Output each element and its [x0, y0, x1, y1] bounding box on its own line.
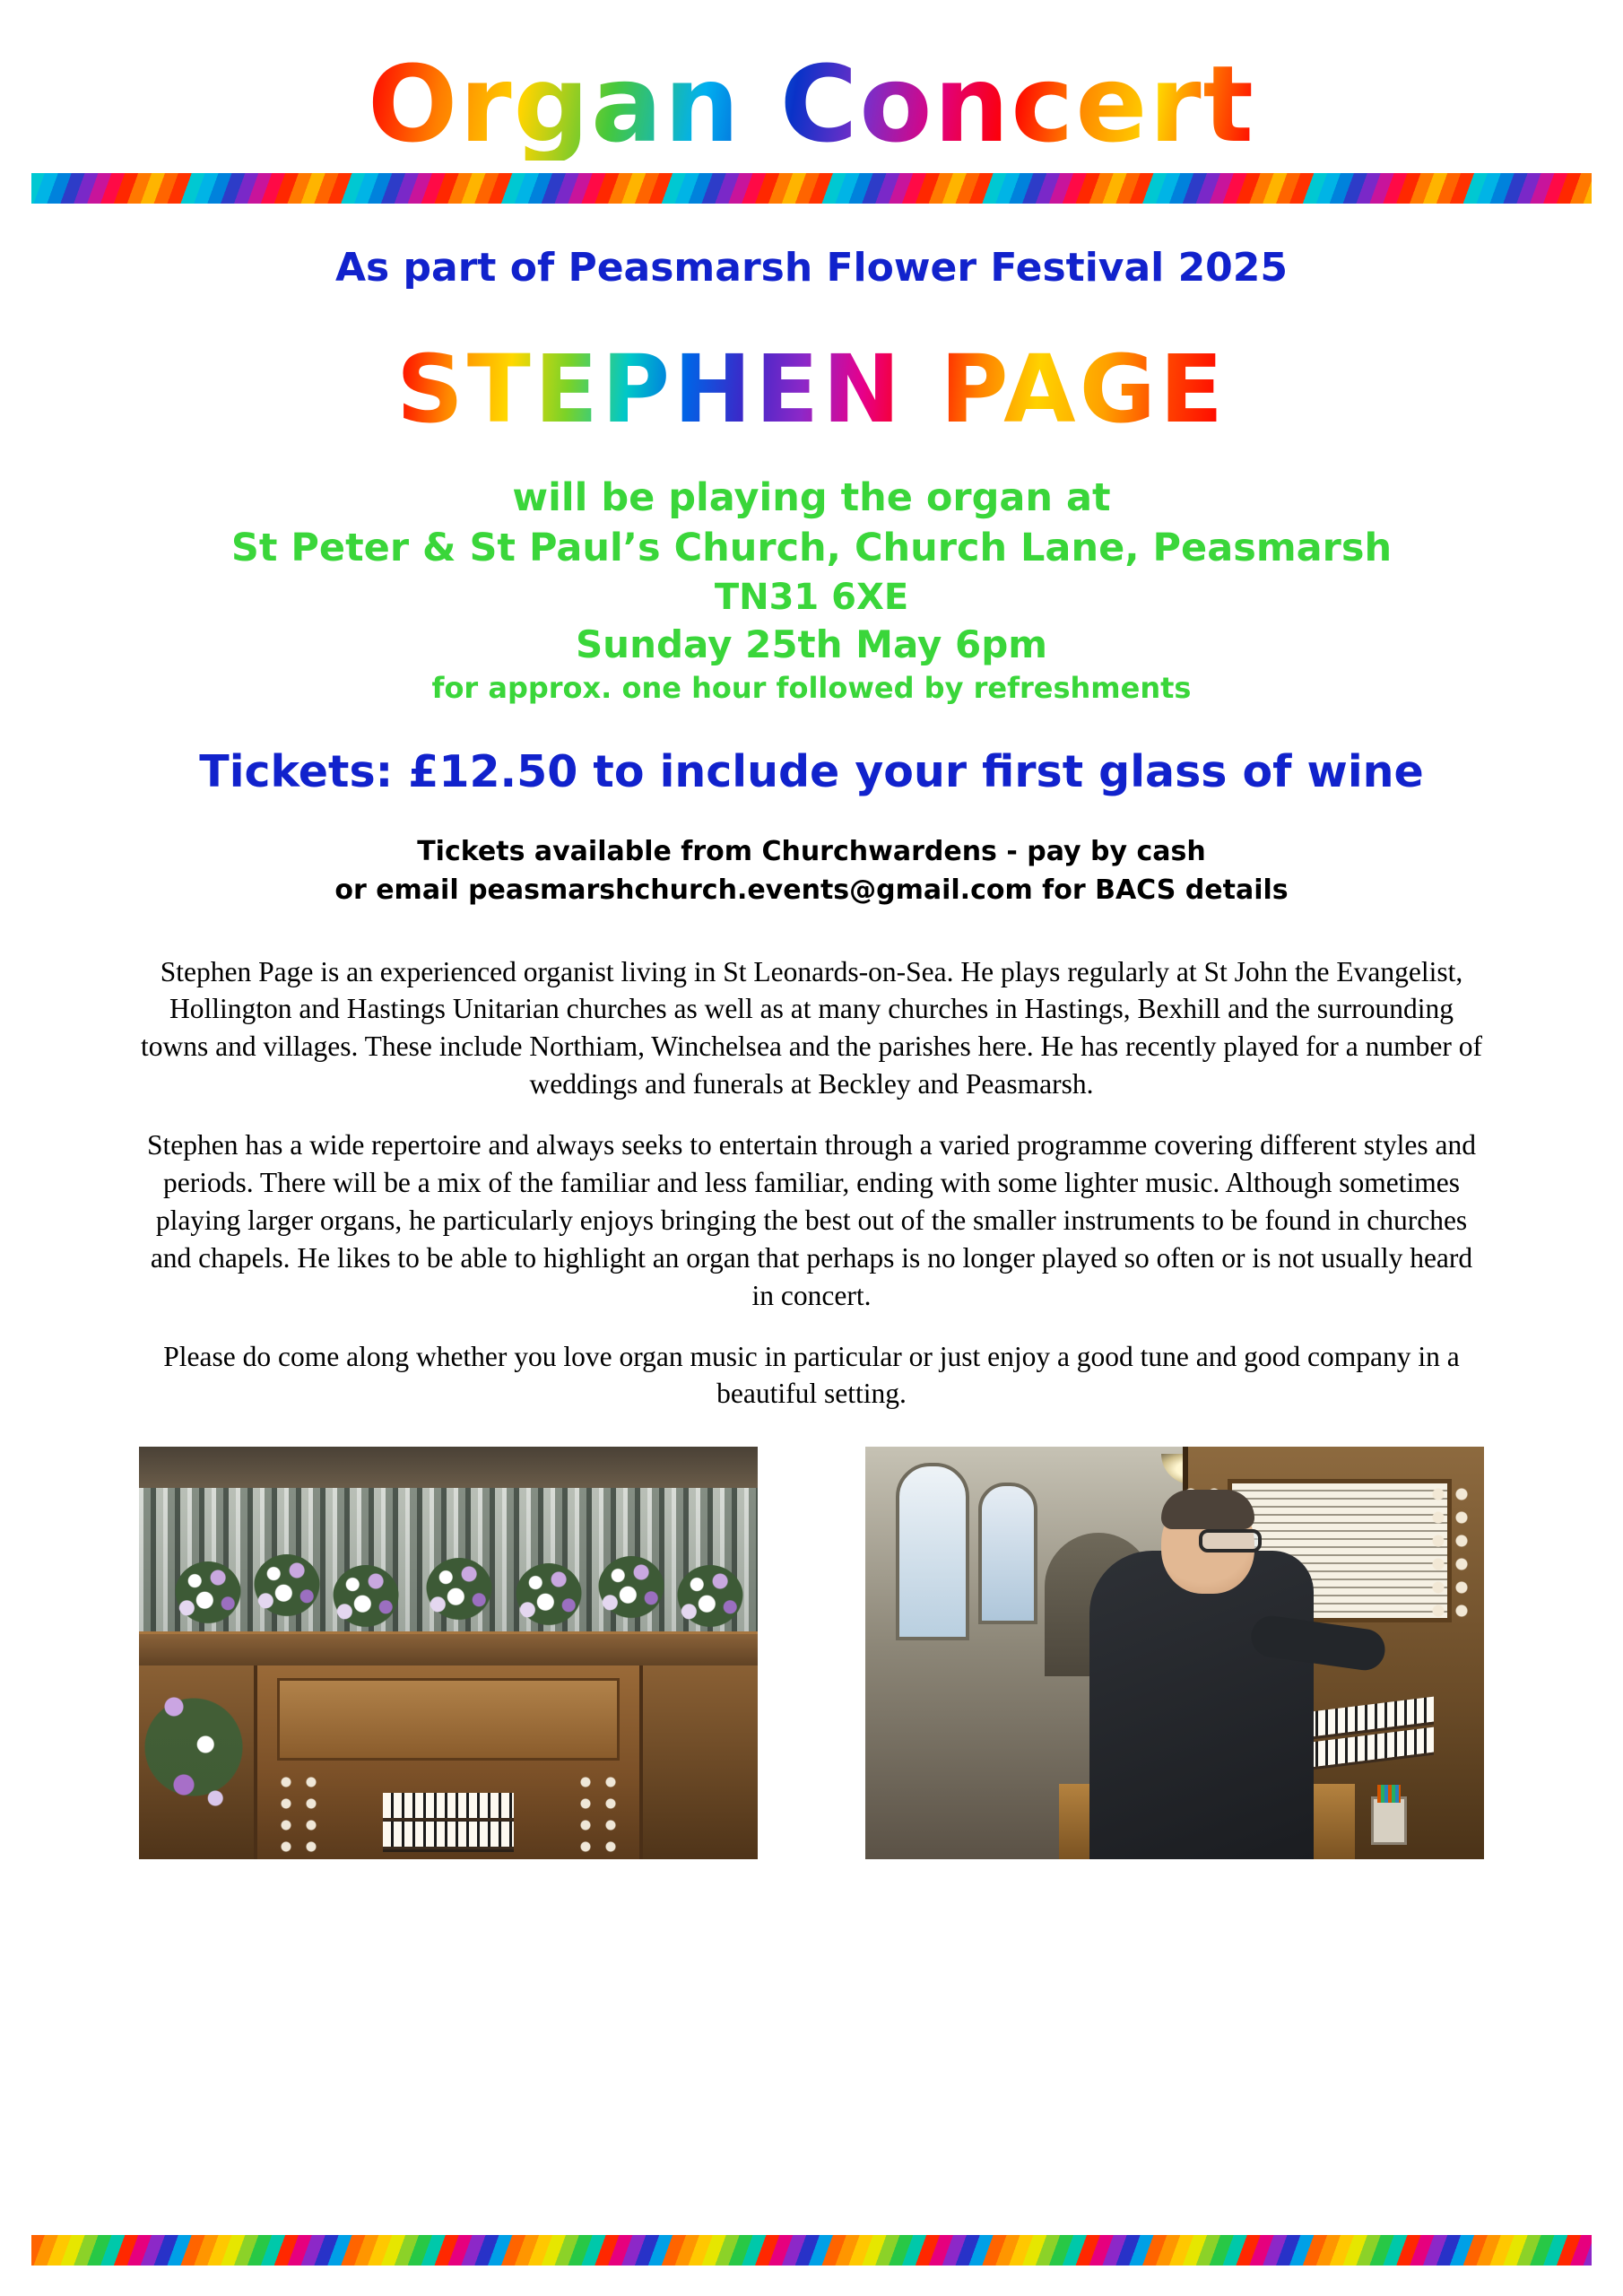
organ-pipes-photo: [139, 1447, 758, 1859]
flower-icon: [516, 1563, 582, 1628]
bio-paragraph-1: Stephen Page is an experienced organist living in St Leonards-on-Sea. He plays regularly at St John the Evangelist, Hollington and Hastings Unitarian churches as well as at many churches in Hastings, Bexhill and the surrounding towns and villages. These include Northiam, Winchelsea and the parishes here. He has recently played for a number of weddings and funerals at Beckley and Peasmarsh.: [141, 955, 1482, 1100]
console-panel: [277, 1678, 620, 1761]
festival-line: As part of Peasmarsh Flower Festival 2025: [334, 244, 1289, 291]
church-window-icon: [896, 1463, 969, 1640]
biography: [139, 910, 1484, 1437]
flower-icon: [254, 1554, 320, 1619]
stop-knobs-right: [573, 1771, 623, 1854]
organ-case-right: [643, 1665, 758, 1859]
event-details: [231, 474, 1392, 707]
ticket-info-line-1: Tickets available from Churchwardens - pay by cash: [417, 836, 1206, 868]
ticket-price-line: Tickets: £12.50 to include your first glass of wine: [199, 746, 1424, 798]
flower-icon: [175, 1561, 241, 1626]
stop-knobs-left: [273, 1771, 324, 1854]
event-detail-datetime: Sunday 25th May 6pm: [575, 622, 1048, 667]
organ-console: [254, 1665, 643, 1859]
organ-keyboards: [383, 1793, 514, 1852]
flower-icon: [426, 1558, 492, 1622]
flower-icon: [333, 1565, 399, 1630]
organ-shelf: [139, 1631, 758, 1668]
flower-arrangements: [139, 1554, 758, 1640]
keyboard-manual: [383, 1822, 514, 1849]
bio-paragraph-3: Please do come along whether you love organ music in particular or just enjoy a good tune and good company in a beautiful setting.: [163, 1340, 1460, 1410]
bio-paragraph-2: Stephen has a wide repertoire and always seeks to entertain through a varied programme covering different styles and periods. There will be a mix of the familiar and less familiar, ending with some lighter music. Although sometimes playing larger organs, he particularly enjoys bringing the best out of the smaller instruments to be found in churches and chapels. He likes to be able to highlight an organ that perhaps is no longer played so often or is not usually heard in concert.: [146, 1129, 1477, 1311]
flower-icon: [677, 1565, 743, 1630]
page-title: Organ Concert: [368, 42, 1255, 166]
hanging-flowers: [144, 1680, 243, 1814]
church-window-icon: [978, 1483, 1037, 1624]
rainbow-divider-bottom: [31, 2235, 1592, 2266]
stop-knobs-right: [1427, 1483, 1477, 1617]
organist-photo: [865, 1447, 1484, 1859]
event-detail-duration: for approx. one hour followed by refreshments: [431, 670, 1192, 705]
ticket-info-line-2: or email peasmarshchurch.events@gmail.com for BACS details: [334, 874, 1289, 906]
pipe-arch-icon: [139, 1447, 758, 1488]
performer-name: STEPHEN PAGE: [395, 334, 1227, 444]
photo-row: [139, 1447, 1484, 1859]
title-block: [368, 42, 1255, 166]
event-detail-line-1: will be playing the organ at: [512, 475, 1111, 521]
event-detail-postcode: TN31 6XE: [714, 577, 909, 619]
flower-icon: [598, 1556, 664, 1621]
organist-hair: [1161, 1490, 1254, 1529]
event-detail-venue: St Peter & St Paul’s Church, Church Lane, Peasmarsh: [230, 526, 1393, 571]
organist-figure: [1089, 1551, 1314, 1859]
rainbow-divider-top: [31, 173, 1592, 204]
glasses-icon: [1199, 1529, 1262, 1552]
ticket-purchase-info: [334, 833, 1288, 909]
pencil-pot: [1371, 1796, 1407, 1845]
keyboard-manual: [383, 1793, 514, 1821]
